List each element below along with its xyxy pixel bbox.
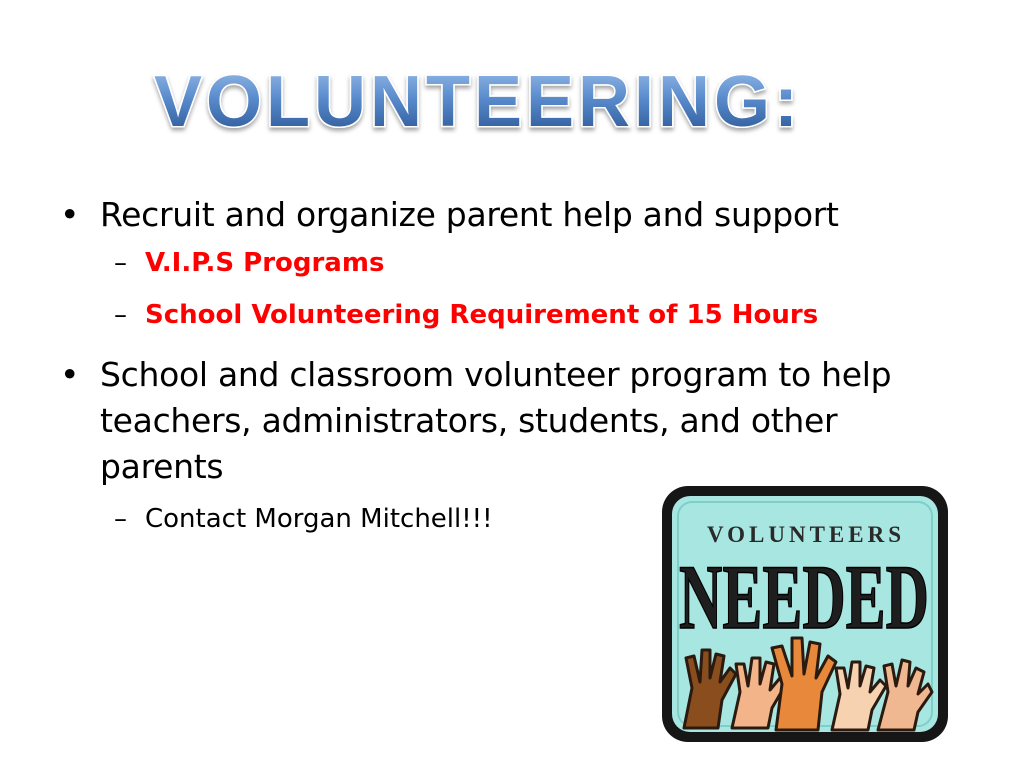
dash-glyph: – (114, 300, 127, 330)
slide-title (150, 56, 850, 146)
sub-bullet-text: School Volunteering Requirement of 15 Hours (145, 300, 819, 330)
volunteers-needed-clipart (656, 478, 956, 748)
sign-top-text: VOLUNTEERS (706, 522, 906, 547)
dash-glyph: – (114, 248, 127, 278)
bullet-glyph: • (60, 355, 80, 394)
volunteers-needed-image (656, 478, 956, 748)
dash-glyph: – (114, 504, 127, 534)
sign-main-text: NEEDED (679, 546, 929, 648)
bullet-glyph: • (60, 195, 80, 234)
sub-bullet-item (56, 296, 956, 334)
bullet-item (56, 352, 940, 490)
bullet-text: School and classroom volunteer program to help teachers, administrators, students, and other parents (100, 355, 892, 486)
sub-bullet-item (56, 244, 956, 282)
title-text: VOLUNTEERING: (154, 62, 803, 142)
sub-bullet-text: Contact Morgan Mitchell!!! (145, 504, 493, 534)
sub-bullet-text: V.I.P.S Programs (145, 248, 385, 278)
title-wordart (150, 56, 850, 146)
bullet-text: Recruit and organize parent help and support (100, 195, 839, 234)
bullet-item (56, 192, 956, 238)
